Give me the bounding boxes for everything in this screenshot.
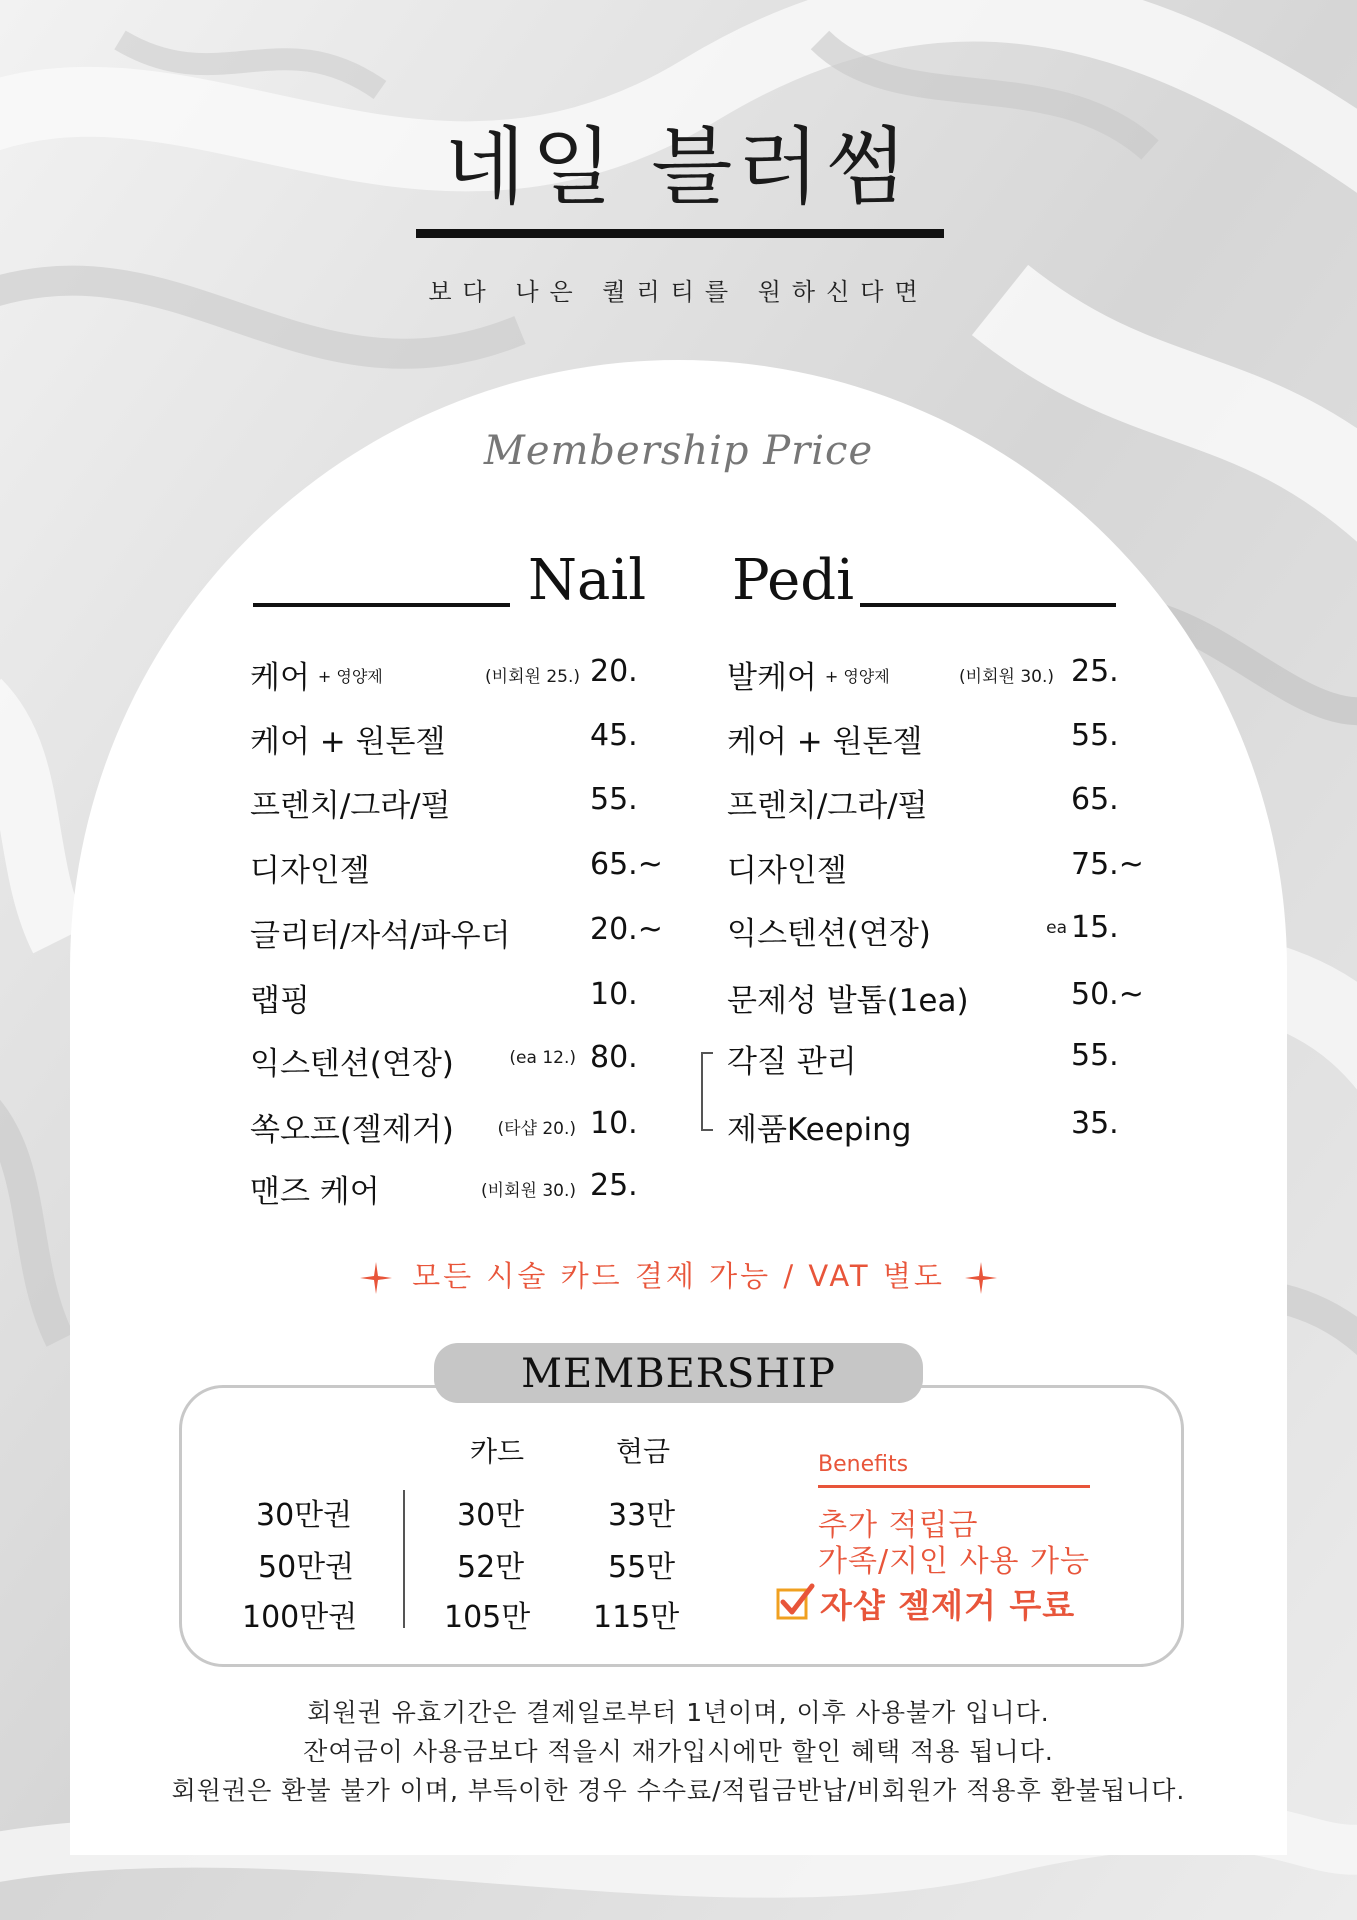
pedi-row [727, 716, 1147, 764]
pedi-item-price: 15. [1071, 910, 1119, 945]
tier-label: 50만권 [258, 1550, 355, 1585]
pedi-item-price: 55. [1071, 1038, 1119, 1073]
title-rule [416, 229, 944, 238]
benefits-title: Benefits [818, 1452, 909, 1477]
pedi-item-name: 제품Keeping [727, 1112, 912, 1148]
pedi-item-name: 각질 관리 [727, 1044, 857, 1080]
nail-item-price: 45. [590, 718, 638, 753]
pedi-item-name: 발케어 $^{+ 영양제}$ [727, 660, 890, 696]
nail-row [250, 910, 670, 958]
nail-row [250, 652, 670, 700]
subtitle: 보다 나은 퀄리티를 원하신다면 [428, 278, 929, 306]
nail-item-name: 케어 $^{+ 영양제}$ [250, 660, 383, 696]
pedi-item-price: 50.~ [1071, 977, 1144, 1012]
tier-label: 30만권 [256, 1498, 353, 1533]
table-divider [403, 1490, 405, 1628]
nail-row [250, 845, 670, 893]
col-cash-header: 현금 [616, 1435, 671, 1468]
nail-item-name: 글리터/자석/파우더 [250, 918, 511, 954]
sparkle-icon [963, 1260, 999, 1296]
pedi-item-price: 55. [1071, 718, 1119, 753]
tier-cash-price: 55만 [608, 1550, 676, 1585]
nail-item-name: 디자인젤 [250, 853, 370, 889]
pedi-row [727, 908, 1147, 956]
pedi-row [727, 1104, 1147, 1152]
nail-item-name: 익스텐션(연장) [250, 1046, 454, 1082]
pedi-item-name: 케어 + 원톤젤 [727, 724, 923, 760]
nail-row [250, 716, 670, 764]
pedi-item-note: ea [1046, 918, 1067, 938]
pedi-row [727, 652, 1147, 700]
terms-line: 회원권은 환불 불가 이며, 부득이한 경우 수수료/적립금반납/비회원가 적용후 환불됩니다. [171, 1776, 1186, 1805]
tier-cash-price: 33만 [608, 1498, 676, 1533]
pedi-item-name: 디자인젤 [727, 853, 847, 889]
nail-heading: Nail [528, 548, 647, 613]
benefit-item: 가족/지인 사용 가능 [818, 1544, 1091, 1579]
nail-item-price: 10. [590, 1106, 638, 1141]
pedi-heading-rule [860, 603, 1116, 607]
col-card-header: 카드 [470, 1435, 525, 1468]
benefit-item-highlight: 자샵 젤제거 무료 [820, 1586, 1076, 1625]
tier-card-price: 105만 [444, 1600, 531, 1635]
nail-heading-rule [253, 603, 510, 607]
tier-card-price: 30만 [457, 1498, 525, 1533]
nail-item-price: 65.~ [590, 847, 663, 882]
pedi-item-name: 문제성 발톱(1ea) [727, 983, 969, 1019]
nail-item-price: 20.~ [590, 912, 663, 947]
membership-title: MEMBERSHIP [434, 1343, 923, 1403]
pedi-row [727, 780, 1147, 828]
nail-item-note: (비회원 30.) [481, 1181, 576, 1201]
nail-row [250, 1166, 670, 1214]
nail-item-note: (타샵 20.) [497, 1119, 576, 1139]
nail-item-price: 10. [590, 977, 638, 1012]
benefits-rule [818, 1485, 1090, 1488]
nail-item-name: 랩핑 [250, 983, 310, 1019]
pedi-row [727, 975, 1147, 1023]
sparkle-icon [358, 1260, 394, 1296]
pedi-item-price: 35. [1071, 1106, 1119, 1141]
nail-row [250, 780, 670, 828]
pedi-item-name: 프렌치/그라/펄 [727, 788, 928, 824]
pedi-heading: Pedi [732, 548, 855, 613]
payment-notice [0, 1254, 1357, 1296]
tier-label: 100만권 [242, 1600, 358, 1635]
benefit-item: 추가 적립금 [818, 1508, 979, 1543]
terms-line: 잔여금이 사용금보다 적을시 재가입시에만 할인 혜택 적용 됩니다. [303, 1737, 1054, 1766]
nail-item-price: 55. [590, 782, 638, 817]
nail-item-price: 25. [590, 1168, 638, 1203]
pedi-item-price: 75.~ [1071, 847, 1144, 882]
tier-cash-price: 115만 [593, 1600, 680, 1635]
nail-row [250, 1038, 670, 1086]
checkbox-checked-icon [775, 1582, 815, 1622]
nail-item-price: 20. [590, 654, 638, 689]
notice-text: 모든 시술 카드 결제 가능 / VAT 별도 [412, 1259, 945, 1293]
nail-item-price: 80. [590, 1040, 638, 1075]
page-title: 네일 블러썸 [444, 118, 913, 216]
membership-price-script: Membership Price [483, 428, 874, 474]
pedi-row [727, 845, 1147, 893]
pedi-item-price: 25. [1071, 654, 1119, 689]
nail-item-name: 쏙오프(젤제거) [250, 1112, 454, 1148]
nail-item-name: 맨즈 케어 [250, 1174, 380, 1210]
nail-row [250, 1104, 670, 1152]
nail-item-note: (ea 12.) [509, 1048, 576, 1068]
nail-row [250, 975, 670, 1023]
nail-item-note: (비회원 25.) [485, 667, 580, 687]
tier-card-price: 52만 [457, 1550, 525, 1585]
pedi-item-note: (비회원 30.) [959, 667, 1054, 687]
pedi-item-name: 익스텐션(연장) [727, 916, 931, 952]
pedi-row [727, 1036, 1147, 1084]
nail-item-name: 케어 + 원톤젤 [250, 724, 446, 760]
terms-line: 회원권 유효기간은 결제일로부터 1년이며, 이후 사용불가 입니다. [307, 1698, 1050, 1727]
nail-item-name: 프렌치/그라/펄 [250, 788, 451, 824]
bracket-line [701, 1052, 713, 1131]
pedi-item-price: 65. [1071, 782, 1119, 817]
